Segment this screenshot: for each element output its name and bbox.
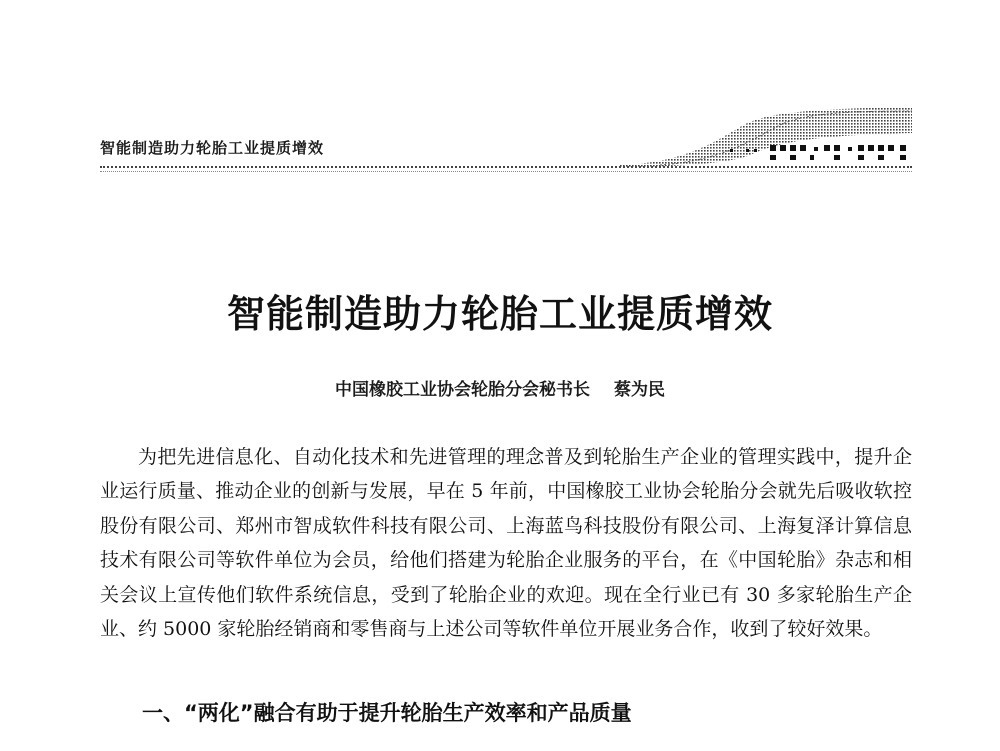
author-name: 蔡为民 (614, 380, 665, 400)
section-heading-1: 一、“两化”融合有助于提升轮胎生产效率和产品质量 (142, 701, 632, 725)
paragraph-1: 为把先进信息化、自动化技术和先进管理的理念普及到轮胎生产企业的管理实践中，提升企业运行质量、推动企业的创新与发展，早在 5 年前，中国橡胶工业协会轮胎分会就先后吸收软控股份有限公司、郑州市智成软件科技有限公司、上海蓝鸟科技股份有限公司、上海复泽计算信息技术有限公司等软件单位为会员，给他们搭建为轮胎企业服务的平台，在《中国轮胎》杂志和相关会议上宣传他们软件系统信息，受到了轮胎企业的欢迎。现在全行业已有 30 多家轮胎生产企业、约 5000 家轮胎经销商和零售商与上述公司等软件单位开展业务合作，收到了较好效果。 (100, 446, 912, 641)
author-byline (0, 375, 1000, 400)
header-rule (100, 166, 912, 168)
author-affiliation: 中国橡胶工业协会轮胎分会秘书长 (335, 380, 590, 400)
article-title: 智能制造助力轮胎工业提质增效 (226, 291, 773, 336)
header-decoration-graphic (620, 105, 912, 167)
running-header-title: 智能制造助力轮胎工业提质增效 (100, 139, 325, 157)
header-rule-secondary (100, 171, 912, 172)
